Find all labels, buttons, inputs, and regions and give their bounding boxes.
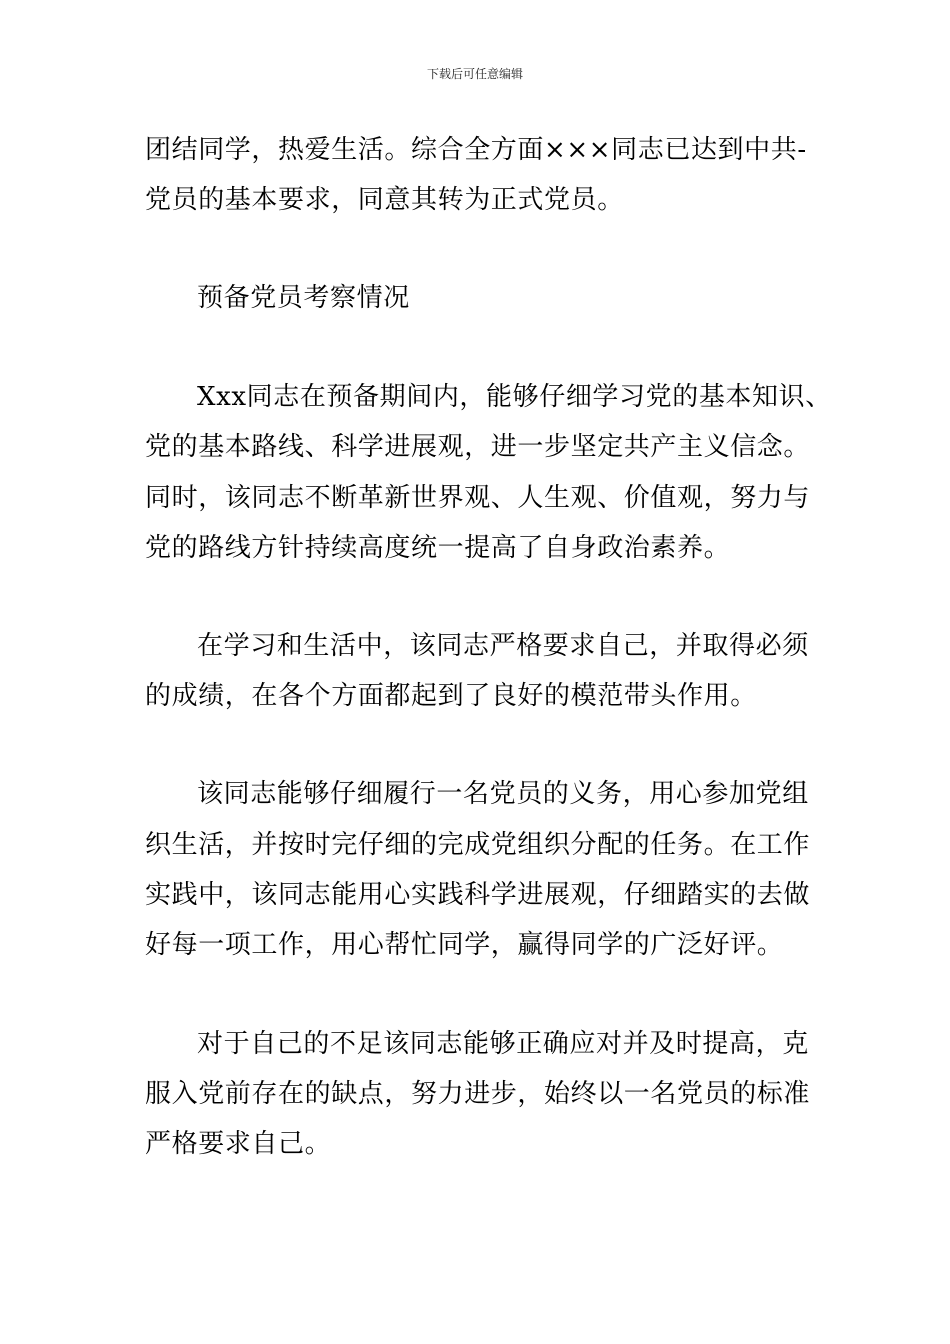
paragraph-4-line-3: 实践中，该同志能用心实践科学进展观，仔细踏实的去做 [145, 880, 811, 910]
paragraph-5-line-2: 服入党前存在的缺点，努力进步，始终以一名党员的标准 [145, 1079, 811, 1109]
paragraph-4-line-2: 织生活，并按时完仔细的完成党组织分配的任务。在工作 [145, 830, 811, 860]
paragraph-1-line-2: 党员的基本要求，同意其转为正式党员。 [145, 185, 624, 215]
paragraph-2-line-3: 同时，该同志不断革新世界观、人生观、价值观，努力与 [145, 483, 811, 513]
paragraph-3-line-1: 在学习和生活中，该同志严格要求自己，并取得必须 [197, 631, 809, 661]
paragraph-5-line-1: 对于自己的不足该同志能够正确应对并及时提高，克 [197, 1029, 809, 1059]
section-heading: 预备党员考察情况 [197, 283, 410, 313]
paragraph-3-line-2: 的成绩，在各个方面都起到了良好的模范带头作用。 [145, 681, 757, 711]
paragraph-2-line-2: 党的基本路线、科学进展观，进一步坚定共产主义信念。 [145, 432, 811, 462]
paragraph-4-line-1: 该同志能够仔细履行一名党员的义务，用心参加党组 [197, 779, 809, 809]
paragraph-2-line-1: Xxx同志在预备期间内，能够仔细学习党的基本知识、 [197, 382, 832, 412]
header-note: 下载后可任意编辑 [426, 67, 523, 81]
paragraph-1-line-1: 团结同学，热爱生活。综合全方面×××同志已达到中共- [145, 135, 807, 165]
paragraph-5-line-3: 严格要求自己。 [145, 1129, 332, 1159]
paragraph-2-line-4: 党的路线方针持续高度统一提高了自身政治素养。 [145, 533, 731, 563]
paragraph-4-line-4: 好每一项工作，用心帮忙同学，赢得同学的广泛好评。 [145, 930, 784, 960]
